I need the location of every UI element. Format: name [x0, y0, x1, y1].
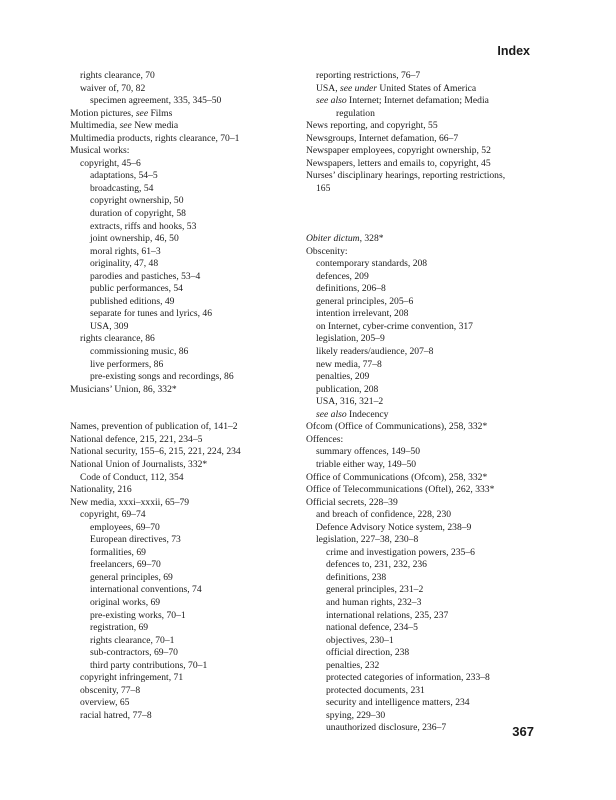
index-entry: [306, 120, 556, 133]
index-entry: [70, 534, 310, 547]
entry-italic-text: see under: [340, 82, 378, 94]
index-entry: [70, 195, 310, 208]
index-entry: [306, 83, 556, 96]
index-entry: [306, 622, 556, 635]
entry-text: joint ownership, 46, 50: [90, 233, 179, 245]
index-entry: [306, 685, 556, 698]
blank-line: [306, 221, 556, 234]
index-entry: [306, 484, 556, 497]
entry-text: live performers, 86: [90, 358, 164, 370]
index-entry: [70, 635, 310, 648]
index-entry: [70, 622, 310, 635]
entry-text: publication, 208: [316, 383, 379, 395]
index-entry: [70, 108, 310, 121]
index-entry: [306, 459, 556, 472]
page-number: 367: [512, 724, 534, 739]
entry-italic-text: see: [135, 107, 149, 119]
entry-italic-text: see also: [316, 408, 347, 420]
index-entry: [306, 145, 556, 158]
index-entry: [70, 283, 310, 296]
entry-text: definitions, 206–8: [316, 283, 386, 295]
index-entry: [70, 183, 310, 196]
entry-text: Obscenity:: [306, 245, 348, 257]
index-entry: [70, 509, 310, 522]
entry-text: Newsgroups, Internet defamation, 66–7: [306, 132, 459, 144]
index-entry: [306, 547, 556, 560]
entry-text: formalities, 69: [90, 546, 146, 558]
index-entry: [70, 158, 310, 171]
entry-text: public performances, 54: [90, 283, 183, 295]
entry-text: pre-existing songs and recordings, 86: [90, 371, 234, 383]
entry-text: regulation: [336, 107, 375, 119]
index-entry: [70, 584, 310, 597]
entry-text: Multimedia products, rights clearance, 70–1: [70, 132, 240, 144]
entry-text: extracts, riffs and hooks, 53: [90, 220, 197, 232]
entry-text-after: Films: [148, 107, 173, 119]
entry-text: freelancers, 69–70: [90, 559, 161, 571]
index-entry: [70, 572, 310, 585]
index-entry: [70, 459, 310, 472]
entry-text: reporting restrictions, 76–7: [316, 70, 421, 81]
entry-text: penalties, 232: [326, 659, 380, 671]
entry-text: objectives, 230–1: [326, 634, 394, 646]
entry-text: Motion pictures,: [70, 107, 136, 119]
index-entry: [306, 584, 556, 597]
index-entry: [70, 246, 310, 259]
entry-text: legislation, 227–38, 230–8: [316, 534, 419, 546]
index-entry: [306, 158, 556, 171]
entry-text: Official secrets, 228–39: [306, 496, 398, 508]
entry-text-after: New media: [131, 120, 179, 132]
entry-text: rights clearance, 70–1: [90, 634, 175, 646]
index-entry: [70, 233, 310, 246]
index-entry: [70, 333, 310, 346]
index-entry: [306, 497, 556, 510]
entry-text: third party contributions, 70–1: [90, 659, 208, 671]
entry-text: Offences:: [306, 433, 344, 445]
index-entry: [70, 296, 310, 309]
index-entry: [70, 271, 310, 284]
index-entry: [306, 635, 556, 648]
index-entry: [306, 572, 556, 585]
index-entry: [306, 70, 556, 83]
index-entry: [306, 534, 556, 547]
index-entry: [70, 346, 310, 359]
entry-text: new media, 77–8: [316, 358, 382, 370]
index-entry: [306, 660, 556, 673]
entry-text: general principles, 231–2: [326, 584, 424, 596]
index-entry: [70, 434, 310, 447]
entry-text: adaptations, 54–5: [90, 170, 158, 182]
entry-text: National Union of Journalists, 332*: [70, 458, 208, 470]
entry-text-after: , 328*: [359, 233, 384, 245]
entry-text: protected categories of information, 233–8: [326, 672, 490, 684]
index-entry: [306, 509, 556, 522]
index-entry: [70, 321, 310, 334]
entry-text: Defence Advisory Notice system, 238–9: [316, 521, 472, 533]
index-entry: [306, 333, 556, 346]
index-entry: [70, 371, 310, 384]
entry-text-after: United States of America: [377, 82, 477, 94]
entry-text: published editions, 49: [90, 295, 175, 307]
index-entry: [306, 421, 556, 434]
index-entry: [306, 108, 556, 121]
entry-text: international relations, 235, 237: [326, 609, 449, 621]
index-entry: [306, 610, 556, 623]
index-entry: [70, 472, 310, 485]
entry-text: crime and investigation powers, 235–6: [326, 546, 475, 558]
index-entry: [70, 145, 310, 158]
section-gap: [306, 195, 556, 220]
index-entry: [70, 484, 310, 497]
index-entry: [70, 95, 310, 108]
entry-text: Office of Communications (Ofcom), 258, 332*: [306, 471, 488, 483]
index-entry: [306, 271, 556, 284]
index-entry: [70, 672, 310, 685]
entry-text: general principles, 69: [90, 571, 173, 583]
index-entry: [70, 685, 310, 698]
index-entry: [70, 446, 310, 459]
entry-text: Ofcom (Office of Communications), 258, 332*: [306, 421, 488, 433]
index-entry: [70, 547, 310, 560]
entry-text: commissioning music, 86: [90, 346, 189, 358]
index-entry: [70, 221, 310, 234]
entry-text: National defence, 215, 221, 234–5: [70, 433, 203, 445]
index-entry: [70, 359, 310, 372]
section-gap: [70, 396, 310, 421]
index-entry: [306, 597, 556, 610]
index-entry: [70, 559, 310, 572]
index-entry: [306, 233, 556, 246]
index-entry: [306, 409, 556, 422]
entry-text: waiver of, 70, 82: [80, 82, 146, 94]
index-entry: [70, 421, 310, 434]
entry-text: specimen agreement, 335, 345–50: [90, 95, 222, 107]
entry-text: spying, 229–30: [326, 709, 386, 721]
entry-text: defences, 209: [316, 270, 369, 282]
index-entry: [306, 95, 556, 108]
index-entry: [306, 522, 556, 535]
entry-text: copyright infringement, 71: [80, 672, 184, 684]
entry-text: copyright, 45–6: [80, 157, 141, 169]
index-entry: [70, 208, 310, 221]
index-entry: [306, 697, 556, 710]
entry-text: Newspapers, letters and emails to, copyright, 45: [306, 157, 491, 169]
index-entry: [306, 296, 556, 309]
index-entry: [306, 308, 556, 321]
entry-text: New media, xxxi–xxxii, 65–79: [70, 496, 190, 508]
index-entry: [306, 647, 556, 660]
entry-text-after: Indecency: [346, 408, 389, 420]
index-entry: [306, 472, 556, 485]
entry-text: protected documents, 231: [326, 684, 425, 696]
entry-text: rights clearance, 70: [80, 70, 155, 81]
entry-text: European directives, 73: [90, 534, 181, 546]
entry-text: parodies and pastiches, 53–4: [90, 270, 201, 282]
index-entry: [70, 610, 310, 623]
entry-text: likely readers/audience, 207–8: [316, 346, 434, 358]
entry-text: official direction, 238: [326, 647, 410, 659]
entry-text: on Internet, cyber-crime convention, 317: [316, 320, 473, 332]
entry-text: Nationality, 216: [70, 484, 132, 496]
entry-text: Nurses’ disciplinary hearings, reporting restrictions,: [306, 170, 506, 182]
entry-text: National security, 155–6, 215, 221, 224, 234: [70, 446, 241, 458]
index-entry: [306, 246, 556, 259]
entry-text: Office of Telecommunications (Oftel), 262, 333*: [306, 484, 495, 496]
entry-text: and human rights, 232–3: [326, 596, 422, 608]
index-entry: [70, 597, 310, 610]
index-entry: [306, 359, 556, 372]
index-entry: [70, 710, 310, 723]
entry-text: obscenity, 77–8: [80, 684, 141, 696]
entry-text: overview, 65: [80, 697, 130, 709]
index-entry: [70, 170, 310, 183]
entry-text: News reporting, and copyright, 55: [306, 120, 438, 132]
entry-text: separate for tunes and lyrics, 46: [90, 308, 213, 320]
entry-text: duration of copyright, 58: [90, 208, 186, 220]
index-entry: [306, 384, 556, 397]
entry-text-after: Internet; Internet defamation; Media: [346, 95, 489, 107]
entry-italic-text: Obiter dictum: [306, 233, 360, 245]
index-entry: [70, 660, 310, 673]
entry-text: defences to, 231, 232, 236: [326, 559, 427, 571]
entry-text: Musical works:: [70, 145, 130, 157]
index-entry: [70, 133, 310, 146]
index-entry: [306, 672, 556, 685]
entry-text: unauthorized disclosure, 236–7: [326, 722, 447, 734]
index-entry: [306, 283, 556, 296]
entry-text: broadcasting, 54: [90, 182, 154, 194]
index-column-left: [70, 70, 310, 722]
entry-text: racial hatred, 77–8: [80, 709, 152, 721]
entry-text: original works, 69: [90, 596, 161, 608]
entry-text: Musicians’ Union, 86, 332*: [70, 383, 177, 395]
index-entry: [306, 396, 556, 409]
entry-text: originality, 47, 48: [90, 258, 159, 270]
index-entry: [70, 308, 310, 321]
index-column-right: [306, 70, 556, 735]
index-entry: [306, 371, 556, 384]
entry-text: employees, 69–70: [90, 521, 160, 533]
entry-text: copyright ownership, 50: [90, 195, 184, 207]
index-entry: [70, 647, 310, 660]
entry-text: intention irrelevant, 208: [316, 308, 409, 320]
entry-text: legislation, 205–9: [316, 333, 385, 345]
entry-text: summary offences, 149–50: [316, 446, 420, 458]
index-entry: [306, 446, 556, 459]
entry-text: definitions, 238: [326, 571, 387, 583]
entry-text: pre-existing works, 70–1: [90, 609, 186, 621]
entry-text: USA,: [316, 82, 340, 94]
index-entry: [70, 697, 310, 710]
index-entry: [70, 384, 310, 397]
entry-text: penalties, 209: [316, 371, 370, 383]
running-header: Index: [497, 44, 530, 58]
entry-text: Multimedia,: [70, 120, 120, 132]
entry-italic-text: see also: [316, 95, 347, 107]
index-entry: [306, 559, 556, 572]
entry-text: moral rights, 61–3: [90, 245, 161, 257]
entry-text: registration, 69: [90, 622, 149, 634]
entry-text: copyright, 69–74: [80, 509, 146, 521]
entry-text: contemporary standards, 208: [316, 258, 428, 270]
entry-italic-text: see: [119, 120, 132, 132]
entry-text: international conventions, 74: [90, 584, 202, 596]
entry-text: USA, 316, 321–2: [316, 396, 384, 408]
index-entry: [306, 133, 556, 146]
index-entry: [306, 710, 556, 723]
entry-text: rights clearance, 86: [80, 333, 155, 345]
index-entry: [70, 120, 310, 133]
index-entry: [306, 258, 556, 271]
index-entry: [306, 346, 556, 359]
entry-text: Newspaper employees, copyright ownership, 52: [306, 145, 491, 157]
index-entry: [70, 522, 310, 535]
entry-text: security and intelligence matters, 234: [326, 697, 470, 709]
entry-text: Names, prevention of publication of, 141–2: [70, 421, 238, 433]
index-entry: [70, 258, 310, 271]
index-entry: [70, 70, 310, 83]
entry-text: national defence, 234–5: [326, 622, 418, 634]
index-entry: [306, 170, 556, 183]
entry-text: and breach of confidence, 228, 230: [316, 509, 452, 521]
entry-text: 165: [316, 182, 331, 194]
entry-text: USA, 309: [90, 320, 129, 332]
index-entry: [306, 434, 556, 447]
entry-text: sub-contractors, 69–70: [90, 647, 178, 659]
entry-text: Code of Conduct, 112, 354: [80, 471, 184, 483]
entry-text: general principles, 205–6: [316, 295, 414, 307]
index-entry: [70, 83, 310, 96]
index-entry: [306, 183, 556, 196]
index-entry: [306, 321, 556, 334]
entry-text: triable either way, 149–50: [316, 458, 417, 470]
index-entry: [70, 497, 310, 510]
